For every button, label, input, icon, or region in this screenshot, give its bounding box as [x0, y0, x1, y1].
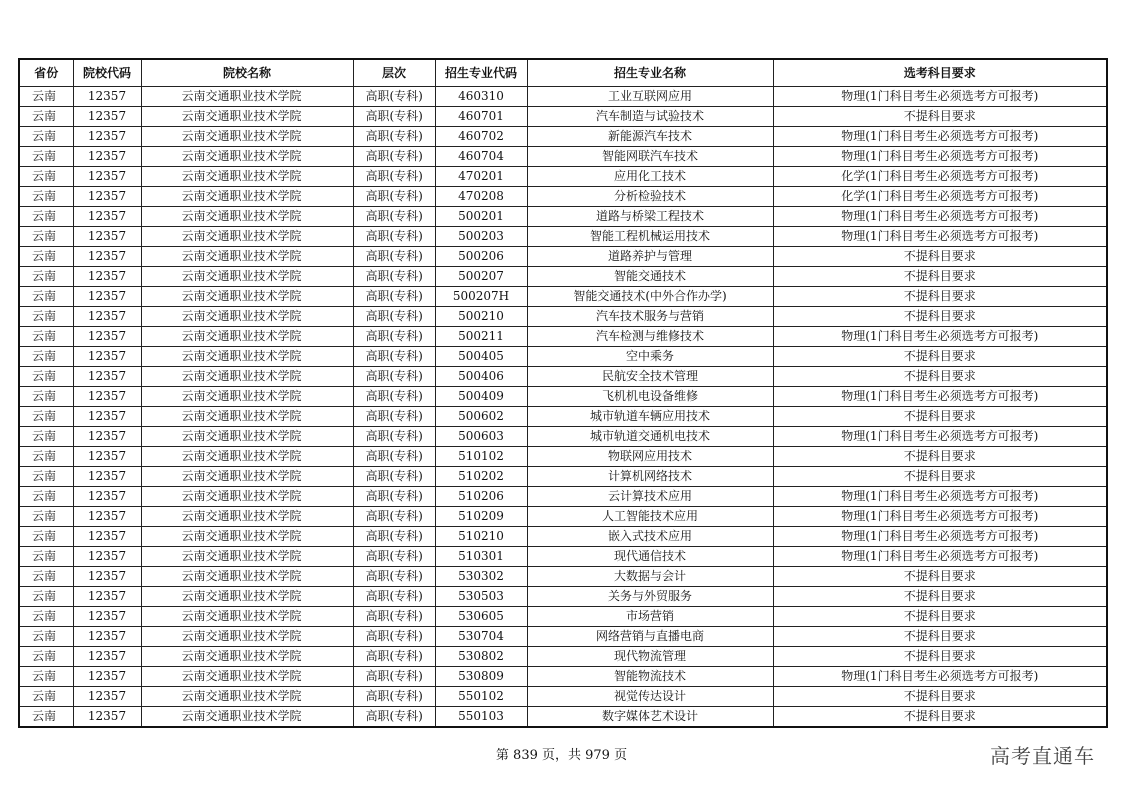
cell-school-code: 12357	[73, 527, 141, 547]
cell-level: 高职(专科)	[353, 527, 435, 547]
cell-major-code: 460702	[435, 127, 527, 147]
cell-school-name: 云南交通职业技术学院	[141, 667, 353, 687]
cell-major-code: 530809	[435, 667, 527, 687]
cell-school-name: 云南交通职业技术学院	[141, 687, 353, 707]
cell-school-name: 云南交通职业技术学院	[141, 107, 353, 127]
cell-school-name: 云南交通职业技术学院	[141, 207, 353, 227]
table-row	[19, 187, 1107, 207]
cell-subject-requirement: 不提科目要求	[773, 307, 1107, 327]
cell-school-name: 云南交通职业技术学院	[141, 127, 353, 147]
cell-subject-requirement: 不提科目要求	[773, 447, 1107, 467]
cell-level: 高职(专科)	[353, 587, 435, 607]
cell-subject-requirement: 物理(1门科目考生必须选考方可报考)	[773, 507, 1107, 527]
cell-subject-requirement: 化学(1门科目考生必须选考方可报考)	[773, 167, 1107, 187]
cell-school-name: 云南交通职业技术学院	[141, 567, 353, 587]
cell-province: 云南	[19, 167, 73, 187]
cell-major-code: 500203	[435, 227, 527, 247]
cell-major-code: 460701	[435, 107, 527, 127]
cell-school-name: 云南交通职业技术学院	[141, 527, 353, 547]
cell-level: 高职(专科)	[353, 407, 435, 427]
cell-level: 高职(专科)	[353, 567, 435, 587]
table-row	[19, 407, 1107, 427]
cell-subject-requirement: 不提科目要求	[773, 407, 1107, 427]
cell-subject-requirement: 物理(1门科目考生必须选考方可报考)	[773, 87, 1107, 107]
cell-major-name: 汽车检测与维修技术	[527, 327, 773, 347]
cell-province: 云南	[19, 707, 73, 728]
cell-school-code: 12357	[73, 207, 141, 227]
cell-major-name: 城市轨道交通机电技术	[527, 427, 773, 447]
cell-subject-requirement: 不提科目要求	[773, 347, 1107, 367]
cell-school-name: 云南交通职业技术学院	[141, 267, 353, 287]
cell-province: 云南	[19, 327, 73, 347]
cell-school-name: 云南交通职业技术学院	[141, 627, 353, 647]
cell-school-code: 12357	[73, 407, 141, 427]
cell-province: 云南	[19, 127, 73, 147]
cell-major-code: 500405	[435, 347, 527, 367]
cell-level: 高职(专科)	[353, 147, 435, 167]
cell-school-name: 云南交通职业技术学院	[141, 607, 353, 627]
table-row	[19, 547, 1107, 567]
cell-level: 高职(专科)	[353, 707, 435, 728]
cell-school-name: 云南交通职业技术学院	[141, 347, 353, 367]
cell-major-name: 智能工程机械运用技术	[527, 227, 773, 247]
cell-school-code: 12357	[73, 87, 141, 107]
cell-level: 高职(专科)	[353, 427, 435, 447]
cell-level: 高职(专科)	[353, 647, 435, 667]
cell-subject-requirement: 物理(1门科目考生必须选考方可报考)	[773, 227, 1107, 247]
cell-major-name: 民航安全技术管理	[527, 367, 773, 387]
cell-level: 高职(专科)	[353, 167, 435, 187]
cell-school-code: 12357	[73, 307, 141, 327]
cell-province: 云南	[19, 487, 73, 507]
cell-level: 高职(专科)	[353, 387, 435, 407]
cell-major-code: 530503	[435, 587, 527, 607]
cell-province: 云南	[19, 287, 73, 307]
cell-province: 云南	[19, 587, 73, 607]
cell-level: 高职(专科)	[353, 627, 435, 647]
cell-school-code: 12357	[73, 347, 141, 367]
cell-school-name: 云南交通职业技术学院	[141, 507, 353, 527]
cell-school-name: 云南交通职业技术学院	[141, 647, 353, 667]
table-row	[19, 87, 1107, 107]
cell-subject-requirement: 不提科目要求	[773, 707, 1107, 728]
cell-school-code: 12357	[73, 707, 141, 728]
cell-level: 高职(专科)	[353, 687, 435, 707]
cell-school-code: 12357	[73, 487, 141, 507]
cell-province: 云南	[19, 647, 73, 667]
table-row	[19, 287, 1107, 307]
cell-major-name: 视觉传达设计	[527, 687, 773, 707]
cell-major-code: 510202	[435, 467, 527, 487]
cell-level: 高职(专科)	[353, 487, 435, 507]
cell-major-name: 智能交通技术	[527, 267, 773, 287]
table-row	[19, 647, 1107, 667]
table-row	[19, 207, 1107, 227]
cell-major-code: 470201	[435, 167, 527, 187]
table-row	[19, 467, 1107, 487]
cell-major-name: 计算机网络技术	[527, 467, 773, 487]
cell-major-code: 500603	[435, 427, 527, 447]
cell-level: 高职(专科)	[353, 347, 435, 367]
table-row	[19, 607, 1107, 627]
cell-major-name: 工业互联网应用	[527, 87, 773, 107]
table-row	[19, 227, 1107, 247]
cell-subject-requirement: 不提科目要求	[773, 587, 1107, 607]
cell-major-code: 500406	[435, 367, 527, 387]
cell-subject-requirement: 不提科目要求	[773, 467, 1107, 487]
table-row	[19, 707, 1107, 728]
cell-school-code: 12357	[73, 147, 141, 167]
page-number: 第 839 页，共 979 页	[495, 748, 628, 763]
cell-major-code: 510210	[435, 527, 527, 547]
cell-subject-requirement: 不提科目要求	[773, 687, 1107, 707]
cell-school-name: 云南交通职业技术学院	[141, 167, 353, 187]
cell-school-name: 云南交通职业技术学院	[141, 367, 353, 387]
table-row	[19, 427, 1107, 447]
cell-subject-requirement: 物理(1门科目考生必须选考方可报考)	[773, 547, 1107, 567]
cell-subject-requirement: 化学(1门科目考生必须选考方可报考)	[773, 187, 1107, 207]
cell-subject-requirement: 物理(1门科目考生必须选考方可报考)	[773, 327, 1107, 347]
cell-major-name: 市场营销	[527, 607, 773, 627]
cell-level: 高职(专科)	[353, 267, 435, 287]
cell-level: 高职(专科)	[353, 207, 435, 227]
col-header-subject-requirement: 选考科目要求	[773, 59, 1107, 87]
cell-level: 高职(专科)	[353, 87, 435, 107]
cell-province: 云南	[19, 527, 73, 547]
cell-major-name: 分析检验技术	[527, 187, 773, 207]
cell-province: 云南	[19, 87, 73, 107]
cell-subject-requirement: 不提科目要求	[773, 567, 1107, 587]
cell-school-code: 12357	[73, 127, 141, 147]
cell-province: 云南	[19, 447, 73, 467]
cell-major-code: 510206	[435, 487, 527, 507]
cell-province: 云南	[19, 547, 73, 567]
cell-school-code: 12357	[73, 647, 141, 667]
cell-major-name: 网络营销与直播电商	[527, 627, 773, 647]
cell-major-name: 应用化工技术	[527, 167, 773, 187]
cell-school-code: 12357	[73, 107, 141, 127]
table-row	[19, 247, 1107, 267]
cell-major-code: 460704	[435, 147, 527, 167]
cell-level: 高职(专科)	[353, 287, 435, 307]
cell-school-code: 12357	[73, 367, 141, 387]
cell-major-name: 道路养护与管理	[527, 247, 773, 267]
cell-school-name: 云南交通职业技术学院	[141, 427, 353, 447]
table-row	[19, 267, 1107, 287]
cell-province: 云南	[19, 567, 73, 587]
cell-subject-requirement: 不提科目要求	[773, 107, 1107, 127]
cell-major-name: 智能网联汽车技术	[527, 147, 773, 167]
cell-school-code: 12357	[73, 567, 141, 587]
table-row	[19, 527, 1107, 547]
cell-school-name: 云南交通职业技术学院	[141, 327, 353, 347]
cell-school-name: 云南交通职业技术学院	[141, 447, 353, 467]
table-row	[19, 447, 1107, 467]
table-row	[19, 307, 1107, 327]
cell-province: 云南	[19, 507, 73, 527]
cell-major-code: 500201	[435, 207, 527, 227]
cell-school-code: 12357	[73, 627, 141, 647]
cell-province: 云南	[19, 187, 73, 207]
cell-province: 云南	[19, 427, 73, 447]
cell-school-name: 云南交通职业技术学院	[141, 547, 353, 567]
cell-school-name: 云南交通职业技术学院	[141, 467, 353, 487]
table-row	[19, 627, 1107, 647]
cell-major-name: 人工智能技术应用	[527, 507, 773, 527]
cell-school-name: 云南交通职业技术学院	[141, 227, 353, 247]
cell-major-name: 大数据与会计	[527, 567, 773, 587]
table-row	[19, 147, 1107, 167]
table-row	[19, 327, 1107, 347]
cell-province: 云南	[19, 627, 73, 647]
cell-school-name: 云南交通职业技术学院	[141, 307, 353, 327]
cell-school-code: 12357	[73, 667, 141, 687]
cell-subject-requirement: 不提科目要求	[773, 287, 1107, 307]
cell-subject-requirement: 不提科目要求	[773, 627, 1107, 647]
cell-school-code: 12357	[73, 547, 141, 567]
cell-major-code: 500206	[435, 247, 527, 267]
table-row	[19, 167, 1107, 187]
cell-school-code: 12357	[73, 387, 141, 407]
cell-school-name: 云南交通职业技术学院	[141, 287, 353, 307]
cell-school-name: 云南交通职业技术学院	[141, 87, 353, 107]
table-row	[19, 387, 1107, 407]
cell-school-code: 12357	[73, 287, 141, 307]
cell-level: 高职(专科)	[353, 227, 435, 247]
cell-school-name: 云南交通职业技术学院	[141, 587, 353, 607]
cell-subject-requirement: 物理(1门科目考生必须选考方可报考)	[773, 487, 1107, 507]
cell-school-code: 12357	[73, 247, 141, 267]
cell-subject-requirement: 物理(1门科目考生必须选考方可报考)	[773, 427, 1107, 447]
cell-major-code: 550103	[435, 707, 527, 728]
cell-level: 高职(专科)	[353, 447, 435, 467]
cell-major-name: 数字媒体艺术设计	[527, 707, 773, 728]
cell-subject-requirement: 不提科目要求	[773, 267, 1107, 287]
cell-subject-requirement: 物理(1门科目考生必须选考方可报考)	[773, 127, 1107, 147]
cell-major-name: 汽车制造与试验技术	[527, 107, 773, 127]
cell-school-name: 云南交通职业技术学院	[141, 407, 353, 427]
cell-school-code: 12357	[73, 687, 141, 707]
cell-major-name: 新能源汽车技术	[527, 127, 773, 147]
cell-province: 云南	[19, 607, 73, 627]
cell-subject-requirement: 物理(1门科目考生必须选考方可报考)	[773, 147, 1107, 167]
cell-school-code: 12357	[73, 607, 141, 627]
cell-school-code: 12357	[73, 327, 141, 347]
col-header-level: 层次	[353, 59, 435, 87]
cell-major-code: 460310	[435, 87, 527, 107]
cell-province: 云南	[19, 667, 73, 687]
cell-province: 云南	[19, 107, 73, 127]
cell-major-name: 嵌入式技术应用	[527, 527, 773, 547]
cell-school-name: 云南交通职业技术学院	[141, 147, 353, 167]
cell-major-code: 470208	[435, 187, 527, 207]
cell-province: 云南	[19, 407, 73, 427]
cell-school-name: 云南交通职业技术学院	[141, 187, 353, 207]
table-header-row	[19, 59, 1107, 87]
cell-level: 高职(专科)	[353, 607, 435, 627]
admissions-table	[18, 58, 1108, 728]
cell-major-name: 物联网应用技术	[527, 447, 773, 467]
cell-subject-requirement: 物理(1门科目考生必须选考方可报考)	[773, 527, 1107, 547]
cell-major-code: 550102	[435, 687, 527, 707]
cell-major-name: 飞机机电设备维修	[527, 387, 773, 407]
cell-school-name: 云南交通职业技术学院	[141, 387, 353, 407]
cell-major-code: 530302	[435, 567, 527, 587]
cell-major-name: 汽车技术服务与营销	[527, 307, 773, 327]
cell-subject-requirement: 不提科目要求	[773, 647, 1107, 667]
cell-school-code: 12357	[73, 267, 141, 287]
cell-school-code: 12357	[73, 227, 141, 247]
cell-level: 高职(专科)	[353, 547, 435, 567]
col-header-major-name: 招生专业名称	[527, 59, 773, 87]
cell-province: 云南	[19, 227, 73, 247]
cell-major-name: 空中乘务	[527, 347, 773, 367]
cell-province: 云南	[19, 687, 73, 707]
cell-major-name: 关务与外贸服务	[527, 587, 773, 607]
col-header-major-code: 招生专业代码	[435, 59, 527, 87]
cell-major-code: 510102	[435, 447, 527, 467]
cell-school-name: 云南交通职业技术学院	[141, 247, 353, 267]
cell-level: 高职(专科)	[353, 127, 435, 147]
cell-major-code: 500207	[435, 267, 527, 287]
col-header-school-code: 院校代码	[73, 59, 141, 87]
table-row	[19, 587, 1107, 607]
cell-subject-requirement: 不提科目要求	[773, 247, 1107, 267]
cell-major-name: 城市轨道车辆应用技术	[527, 407, 773, 427]
table-row	[19, 687, 1107, 707]
cell-subject-requirement: 物理(1门科目考生必须选考方可报考)	[773, 667, 1107, 687]
cell-province: 云南	[19, 387, 73, 407]
cell-province: 云南	[19, 307, 73, 327]
cell-level: 高职(专科)	[353, 307, 435, 327]
cell-school-code: 12357	[73, 467, 141, 487]
cell-level: 高职(专科)	[353, 107, 435, 127]
table-row	[19, 487, 1107, 507]
cell-level: 高职(专科)	[353, 667, 435, 687]
cell-major-name: 智能交通技术(中外合作办学)	[527, 287, 773, 307]
cell-level: 高职(专科)	[353, 367, 435, 387]
cell-major-code: 500207H	[435, 287, 527, 307]
cell-major-code: 530704	[435, 627, 527, 647]
cell-province: 云南	[19, 207, 73, 227]
cell-major-name: 现代物流管理	[527, 647, 773, 667]
cell-level: 高职(专科)	[353, 467, 435, 487]
cell-school-code: 12357	[73, 507, 141, 527]
cell-subject-requirement: 物理(1门科目考生必须选考方可报考)	[773, 207, 1107, 227]
table-row	[19, 347, 1107, 367]
cell-major-name: 智能物流技术	[527, 667, 773, 687]
cell-major-name: 道路与桥梁工程技术	[527, 207, 773, 227]
cell-major-name: 现代通信技术	[527, 547, 773, 567]
cell-school-code: 12357	[73, 167, 141, 187]
cell-major-code: 530802	[435, 647, 527, 667]
table-row	[19, 507, 1107, 527]
table-row	[19, 667, 1107, 687]
cell-subject-requirement: 不提科目要求	[773, 367, 1107, 387]
cell-province: 云南	[19, 247, 73, 267]
cell-school-name: 云南交通职业技术学院	[141, 487, 353, 507]
cell-major-code: 510209	[435, 507, 527, 527]
cell-major-code: 500211	[435, 327, 527, 347]
cell-subject-requirement: 不提科目要求	[773, 607, 1107, 627]
cell-school-code: 12357	[73, 587, 141, 607]
cell-subject-requirement: 物理(1门科目考生必须选考方可报考)	[773, 387, 1107, 407]
cell-province: 云南	[19, 347, 73, 367]
table-body	[19, 87, 1107, 728]
col-header-school-name: 院校名称	[141, 59, 353, 87]
col-header-province: 省份	[19, 59, 73, 87]
watermark-text: 高考直通车	[990, 744, 1095, 768]
cell-province: 云南	[19, 367, 73, 387]
cell-level: 高职(专科)	[353, 187, 435, 207]
cell-province: 云南	[19, 147, 73, 167]
cell-major-code: 500409	[435, 387, 527, 407]
cell-province: 云南	[19, 467, 73, 487]
cell-level: 高职(专科)	[353, 507, 435, 527]
table-row	[19, 127, 1107, 147]
table-row	[19, 567, 1107, 587]
cell-major-code: 500210	[435, 307, 527, 327]
cell-school-code: 12357	[73, 187, 141, 207]
cell-school-code: 12357	[73, 427, 141, 447]
cell-major-code: 530605	[435, 607, 527, 627]
cell-major-code: 510301	[435, 547, 527, 567]
cell-school-name: 云南交通职业技术学院	[141, 707, 353, 728]
cell-school-code: 12357	[73, 447, 141, 467]
cell-level: 高职(专科)	[353, 247, 435, 267]
cell-level: 高职(专科)	[353, 327, 435, 347]
table-row	[19, 107, 1107, 127]
cell-major-name: 云计算技术应用	[527, 487, 773, 507]
table-row	[19, 367, 1107, 387]
cell-major-code: 500602	[435, 407, 527, 427]
cell-province: 云南	[19, 267, 73, 287]
